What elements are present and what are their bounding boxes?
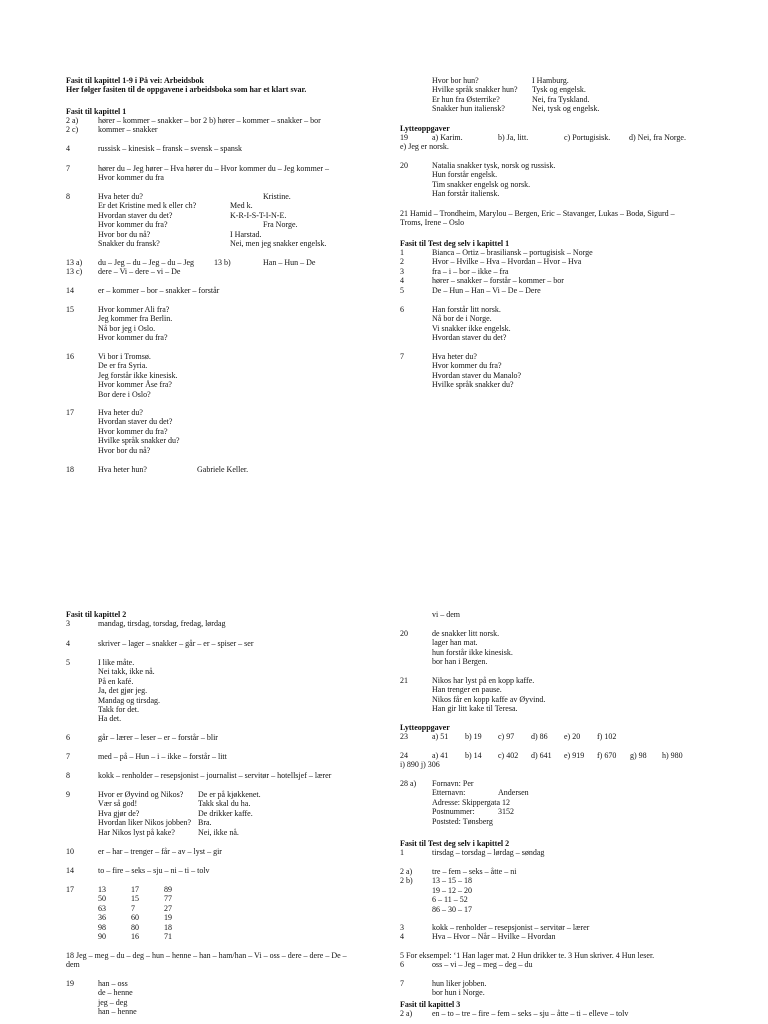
ex-answer: Han – Hun – De bbox=[263, 258, 316, 267]
ex-answer: 86 – 30 – 17 bbox=[432, 904, 472, 914]
exercise-21 bbox=[400, 209, 718, 228]
ex-line: Nikos får en kopp kaffe av Øyvind. bbox=[432, 694, 546, 704]
document-title: Fasit til kapittel 1-9 i På vei: Arbeidsbok bbox=[66, 76, 204, 85]
ex-line: Vi snakker ikke engelsk. bbox=[432, 323, 511, 333]
form-field: Postnummer: bbox=[432, 807, 475, 817]
ex-line: Mandag og tirsdag. bbox=[98, 695, 160, 705]
ex-answer: g) 98 bbox=[630, 751, 647, 760]
ex-answer: c) 402 bbox=[498, 751, 519, 760]
ex-line: 18 Jeg – meg – du – deg – hun – henne – han – ham/han – Vi – oss – dere – dere – De – bbox=[66, 951, 347, 960]
ex-answer: tre – fem – seks – åtte – ni bbox=[432, 867, 517, 876]
ex-answer: med – på – Hun – i – ikke – forstår – litt bbox=[98, 752, 227, 761]
ex-number: 23 bbox=[400, 732, 408, 741]
test-chapter1-heading: Fasit til Test deg selv i kapittel 1 bbox=[400, 239, 510, 248]
test-chapter2-3-4 bbox=[400, 923, 718, 942]
ex-number: 18 bbox=[66, 465, 74, 474]
form-field: Fornavn: Per bbox=[432, 779, 474, 788]
ex-answer: Hvor – Hvilke – Hva – Hvordan – Hvor – Hva bbox=[432, 257, 582, 267]
ex-number: 15 bbox=[66, 305, 74, 314]
ex-line: Nikos har lyst på en kopp kaffe. bbox=[432, 676, 535, 685]
ex-number: 1 bbox=[400, 248, 404, 257]
ex-line: Han forstår italiensk. bbox=[432, 189, 500, 199]
ex-line: Natalia snakker tysk, norsk og russisk. bbox=[432, 161, 556, 170]
ex-line: dem bbox=[66, 960, 80, 970]
exercise-8 bbox=[66, 192, 384, 248]
ex-answer: c) 97 bbox=[498, 732, 515, 741]
ex-line: Hvor bor du nå? bbox=[98, 445, 151, 455]
ex-number: 8 bbox=[66, 771, 70, 780]
test-chapter2-1 bbox=[400, 848, 718, 857]
ex-line: Jeg forstår ikke kinesisk. bbox=[98, 370, 178, 380]
ex-number: 17 bbox=[66, 408, 74, 417]
ex-answer: Hvor kommer du fra bbox=[98, 173, 164, 183]
ex-line: Nå bor jeg i Oslo. bbox=[98, 323, 156, 333]
ex-line: Bor dere i Oslo? bbox=[98, 389, 151, 399]
ex-line: Hvilke språk snakker du? bbox=[98, 436, 180, 446]
ex-number: 10 bbox=[66, 847, 74, 856]
question: Snakker du fransk? bbox=[98, 238, 160, 248]
ex-number: 16 bbox=[66, 352, 74, 361]
ex-answer: De – Hun – Han – Vi – De – Dere bbox=[432, 285, 541, 295]
ex-answer: to – fire – seks – sju – ni – ti – tolv bbox=[98, 866, 210, 875]
ex-answer: a) 51 bbox=[432, 732, 449, 741]
ex-answer: kommer – snakker bbox=[98, 125, 158, 135]
exercise-5 bbox=[66, 658, 384, 724]
ex-line: Hvordan staver du det? bbox=[432, 333, 507, 343]
ex-line: Hun forstår engelsk. bbox=[432, 170, 498, 180]
number-cell: 89 bbox=[164, 885, 172, 894]
ex-answer: hører – snakker – forstår – kommer – bor bbox=[432, 276, 564, 286]
exercise-7 bbox=[66, 164, 384, 183]
answer: Kristine. bbox=[263, 192, 291, 201]
exercise-18-continued bbox=[400, 76, 718, 114]
ex-answer: skriver – lager – snakker – går – er – spiser – ser bbox=[98, 639, 254, 648]
question: Vær så god! bbox=[98, 799, 138, 809]
test-chapter2-5-6 bbox=[400, 951, 718, 970]
question: Hva heter du? bbox=[98, 192, 143, 201]
ex-answer: går – lærer – leser – er – forstår – blir bbox=[98, 733, 218, 742]
ex-number: 13 a) bbox=[66, 258, 83, 267]
question: Har Nikos lyst på kake? bbox=[98, 827, 175, 837]
ex-line: Hvor kommer Ali fra? bbox=[98, 305, 170, 314]
exercise-19-continued bbox=[400, 610, 718, 619]
ex-number: 14 bbox=[66, 286, 74, 295]
exercise-10 bbox=[66, 847, 384, 856]
answer: K-R-I-S-T-I-N-E. bbox=[230, 210, 287, 220]
exercise-15 bbox=[66, 305, 384, 343]
answer: Takk skal du ha. bbox=[198, 799, 251, 809]
ex-answer: oss – vi – Jeg – meg – deg – du bbox=[432, 960, 533, 970]
question: Snakker hun italiensk? bbox=[432, 104, 505, 114]
chapter2-heading: Fasit til kapittel 2 bbox=[66, 610, 127, 619]
number-cell: 80 bbox=[131, 922, 139, 932]
number-cell: 63 bbox=[98, 903, 106, 913]
ex-number: 9 bbox=[66, 790, 70, 799]
exercise-6 bbox=[66, 733, 384, 742]
question: Hvordan staver du det? bbox=[98, 210, 173, 220]
form-field: Etternavn: bbox=[432, 788, 466, 798]
ex-number: 8 bbox=[66, 192, 70, 201]
ex-line: Hvordan staver du det? bbox=[98, 417, 173, 427]
exercise-18 bbox=[66, 951, 384, 970]
ex-answer: dere – Vi – dere – vi – De bbox=[98, 267, 181, 277]
ex-answer: b) 19 bbox=[465, 732, 482, 741]
listening-23 bbox=[400, 732, 718, 741]
answer: Nei, ikke nå. bbox=[198, 827, 239, 837]
question: Hva gjør de? bbox=[98, 808, 140, 818]
exercise-13 bbox=[66, 258, 384, 277]
ex-number: 4 bbox=[400, 276, 404, 286]
ex-line: Hva heter du? bbox=[432, 352, 477, 361]
ex-line: Nei takk, ikke nå. bbox=[98, 667, 155, 677]
ex-line: Hvor kommer du fra? bbox=[432, 361, 502, 371]
ex-answer: d) Nei, fra Norge. bbox=[629, 133, 686, 142]
exercise-17 bbox=[66, 885, 384, 941]
ex-line: Jeg kommer fra Berlin. bbox=[98, 314, 173, 324]
exercise-16 bbox=[66, 352, 384, 399]
answer: De er på kjøkkenet. bbox=[198, 790, 261, 799]
ex-line: De er fra Syria. bbox=[98, 361, 148, 371]
number-cell: 13 bbox=[98, 885, 106, 894]
exercise-14 bbox=[66, 286, 384, 295]
chapter3-exercise-2a bbox=[400, 1009, 718, 1018]
exercise-7 bbox=[66, 752, 384, 761]
exercise-2 bbox=[66, 116, 384, 135]
ex-number: 2 b) bbox=[400, 876, 413, 886]
ex-answer: c) Portugisisk. bbox=[564, 133, 611, 142]
top-right-column bbox=[400, 76, 718, 396]
ex-number: 13 c) bbox=[66, 267, 83, 277]
exercise-4 bbox=[66, 144, 384, 153]
ex-answer: en – to – tre – fire – fem – seks – sju – åtte – ti – elleve – tolv bbox=[432, 1009, 629, 1018]
chapter3-heading: Fasit til kapittel 3 bbox=[400, 1000, 461, 1009]
ex-answer: er – har – trenger – får – av – lyst – gir bbox=[98, 847, 222, 856]
answer: I Hamburg. bbox=[532, 76, 569, 85]
listening-19 bbox=[400, 133, 718, 152]
ex-answer: kokk – renholder – resepsjonist – servitør – lærer bbox=[432, 923, 590, 932]
ex-answer: f) 102 bbox=[597, 732, 617, 741]
number-cell: 60 bbox=[131, 913, 139, 923]
ex-line: Hvor kommer du fra? bbox=[98, 333, 168, 343]
ex-line: Hva heter du? bbox=[98, 408, 143, 417]
ex-number: 7 bbox=[66, 752, 70, 761]
listening-heading: Lytteoppgaver bbox=[400, 124, 450, 133]
ex-number: 14 bbox=[66, 866, 74, 875]
answer: De drikker kaffe. bbox=[198, 808, 253, 818]
ex-line: Vi bor i Tromsø. bbox=[98, 352, 151, 361]
number-cell: 50 bbox=[98, 894, 106, 904]
ex-answer: b) 14 bbox=[465, 751, 482, 760]
ex-line: vi – dem bbox=[432, 610, 460, 619]
ex-answer: hører du – Jeg hører – Hva hører du – Hvor kommer du – Jeg kommer – bbox=[98, 164, 330, 173]
ex-number: 7 bbox=[400, 352, 404, 361]
form-field: Poststed: Tønsberg bbox=[432, 816, 493, 826]
form-value: Andersen bbox=[498, 788, 529, 798]
ex-answer: e) 919 bbox=[564, 751, 585, 760]
ex-line: de snakker litt norsk. bbox=[432, 629, 500, 638]
number-cell: 17 bbox=[131, 885, 139, 894]
ex-line: bor han i Bergen. bbox=[432, 657, 488, 667]
ex-answer: a) 41 bbox=[432, 751, 449, 760]
bottom-left-column bbox=[66, 610, 384, 1020]
ex-number: 19 bbox=[66, 979, 74, 988]
ex-line: de – henne bbox=[98, 988, 133, 998]
ex-answer: d) 641 bbox=[531, 751, 552, 760]
ex-answer: i) 890 j) 306 bbox=[400, 760, 440, 770]
ex-number: 7 bbox=[66, 164, 70, 173]
ex-answer: d) 86 bbox=[531, 732, 548, 741]
bottom-right-column bbox=[400, 610, 718, 1022]
answer: Fra Norge. bbox=[263, 220, 298, 230]
question: Hvordan liker Nikos jobben? bbox=[98, 818, 192, 828]
number-cell: 15 bbox=[131, 894, 139, 904]
ex-number: 21 bbox=[400, 676, 408, 685]
exercise-19 bbox=[66, 979, 384, 1017]
ex-line: Tim snakker engelsk og norsk. bbox=[432, 179, 531, 189]
ex-line: Hvor kommer du fra? bbox=[98, 426, 168, 436]
listening-heading: Lytteoppgaver bbox=[400, 723, 450, 732]
ex-line: Hvor kommer Åse fra? bbox=[98, 380, 172, 390]
ex-line: hun liker jobben. bbox=[432, 979, 487, 988]
number-cell: 71 bbox=[164, 931, 172, 941]
ex-number: 20 bbox=[400, 161, 408, 170]
ex-line: lager han mat. bbox=[432, 638, 478, 648]
answer: I Harstad. bbox=[230, 229, 262, 239]
ex-answer: Hva – Hvor – Når – Hvilke – Hvordan bbox=[432, 932, 556, 942]
number-cell: 18 bbox=[164, 922, 172, 932]
ex-number: 6 bbox=[400, 960, 404, 970]
ex-answer: a) Karim. bbox=[432, 133, 463, 142]
ex-number: 1 bbox=[400, 848, 404, 857]
ex-answer: hører – kommer – snakker – bor 2 b) hører – kommer – snakker – bor bbox=[98, 116, 321, 125]
ex-answer: mandag, tirsdag, torsdag, fredag, lørdag bbox=[98, 619, 226, 628]
exercise-9 bbox=[66, 790, 384, 837]
ex-line: Ja, det gjør jeg. bbox=[98, 686, 148, 696]
form-value: 3152 bbox=[498, 807, 514, 817]
exercise-17 bbox=[66, 408, 384, 455]
ex-number: 28 a) bbox=[400, 779, 417, 788]
ex-answer: Bianca – Ortiz – brasiliansk – portugisisk – Norge bbox=[432, 248, 593, 257]
exercise-8 bbox=[66, 771, 384, 780]
ex-line: han – henne bbox=[98, 1007, 137, 1017]
test-chapter2-2 bbox=[400, 867, 718, 914]
top-left-column bbox=[66, 76, 384, 486]
ex-answer: du – Jeg – du – Jeg – du – Jeg bbox=[98, 258, 194, 267]
answer: Med k. bbox=[230, 201, 253, 211]
ex-number: 2 bbox=[400, 257, 404, 267]
ex-number: 3 bbox=[66, 619, 70, 628]
test-chapter1-1-5 bbox=[400, 248, 718, 295]
ex-line: I like måte. bbox=[98, 658, 135, 667]
ex-line: jeg – deg bbox=[98, 997, 128, 1007]
ex-line: bor hun i Norge. bbox=[432, 988, 485, 998]
ex-line: Han gir litt kake til Teresa. bbox=[432, 704, 518, 714]
test-chapter1-7 bbox=[400, 352, 718, 390]
answer: Gabriele Keller. bbox=[197, 465, 249, 474]
ex-line: 5 For eksempel: ‘1 Han lager mat. 2 Hun drikker te. 3 Hun skriver. 4 Hun leser. bbox=[400, 951, 655, 960]
ex-line: Nå bor de i Norge. bbox=[432, 314, 492, 324]
chapter1-heading: Fasit til kapittel 1 bbox=[66, 107, 127, 116]
ex-line: Han trenger en pause. bbox=[432, 685, 502, 695]
test-chapter1-6 bbox=[400, 305, 718, 343]
answer: Bra. bbox=[198, 818, 212, 828]
ex-line: han – oss bbox=[98, 979, 128, 988]
ex-number: 17 bbox=[66, 885, 74, 894]
ex-number: 7 bbox=[400, 979, 404, 988]
ex-line: På en kafé. bbox=[98, 676, 134, 686]
test-chapter2-heading: Fasit til Test deg selv i kapittel 2 bbox=[400, 839, 510, 848]
ex-line: Ha det. bbox=[98, 714, 122, 724]
ex-answer: b) Ja, litt. bbox=[498, 133, 529, 142]
listening-28 bbox=[400, 779, 718, 826]
ex-line: 21 Hamid – Trondheim, Marylou – Bergen, Eric – Stavanger, Lukas – Bodø, Sigurd – bbox=[400, 209, 675, 218]
exercise-14 bbox=[66, 866, 384, 875]
ex-number: 3 bbox=[400, 923, 404, 932]
question: Er det Kristine med k eller ch? bbox=[98, 201, 197, 211]
document-subtitle: Her følger fasiten til de oppgavene i arbeidsboka som har et klart svar. bbox=[66, 85, 307, 95]
ex-number: 5 bbox=[400, 285, 404, 295]
ex-number: 2 a) bbox=[400, 1009, 413, 1018]
ex-number: 20 bbox=[400, 629, 408, 638]
ex-line: hun forstår ikke kinesisk. bbox=[432, 647, 513, 657]
ex-answer: 13 – 15 – 18 bbox=[432, 876, 472, 886]
exercise-18 bbox=[66, 465, 384, 474]
number-cell: 77 bbox=[164, 894, 172, 904]
ex-answer: russisk – kinesisk – fransk – svensk – spansk bbox=[98, 144, 242, 153]
question: Hvilke språk snakker hun? bbox=[432, 85, 518, 95]
ex-answer: tirsdag – torsdag – lørdag – søndag bbox=[432, 848, 545, 857]
ex-line: Troms, Irene – Oslo bbox=[400, 218, 465, 228]
question: Hva heter hun? bbox=[98, 465, 147, 474]
question: Hvor er Øyvind og Nikos? bbox=[98, 790, 184, 799]
ex-answer: e) Jeg er norsk. bbox=[400, 142, 449, 152]
answer: Nei, men jeg snakker engelsk. bbox=[230, 238, 327, 248]
number-cell: 19 bbox=[164, 913, 172, 923]
ex-answer: 19 – 12 – 20 bbox=[432, 885, 472, 895]
exercise-21 bbox=[400, 676, 718, 714]
ex-line: Hvordan staver du Manalo? bbox=[432, 370, 522, 380]
ex-answer: fra – i – bor – ikke – fra bbox=[432, 266, 509, 276]
number-cell: 16 bbox=[131, 931, 139, 941]
number-cell: 90 bbox=[98, 931, 106, 941]
number-cell: 27 bbox=[164, 903, 172, 913]
exercise-20 bbox=[400, 629, 718, 667]
exercise-4 bbox=[66, 639, 384, 648]
ex-line: Hvilke språk snakker du? bbox=[432, 380, 514, 390]
number-cell: 36 bbox=[98, 913, 106, 923]
test-chapter2-7 bbox=[400, 979, 718, 998]
ex-number: 6 bbox=[400, 305, 404, 314]
question: Hvor bor du nå? bbox=[98, 229, 151, 239]
exercise-3 bbox=[66, 619, 384, 628]
ex-number: 2 a) bbox=[66, 116, 79, 125]
number-cell: 98 bbox=[98, 922, 106, 932]
ex-line: Takk for det. bbox=[98, 704, 139, 714]
ex-number: 4 bbox=[66, 639, 70, 648]
answer: Nei, tysk og engelsk. bbox=[532, 104, 600, 114]
listening-24 bbox=[400, 751, 718, 770]
answer: Nei, fra Tyskland. bbox=[532, 94, 590, 104]
ex-number: 6 bbox=[66, 733, 70, 742]
question: Er hun fra Østerrike? bbox=[432, 94, 500, 104]
ex-answer: 6 – 11 – 52 bbox=[432, 895, 468, 905]
answer: Tysk og engelsk. bbox=[532, 85, 586, 95]
ex-answer: e) 20 bbox=[564, 732, 581, 741]
ex-answer: f) 670 bbox=[597, 751, 617, 760]
number-cell: 7 bbox=[131, 903, 135, 913]
form-field: Adresse: Skippergata 12 bbox=[432, 797, 511, 807]
ex-number: 24 bbox=[400, 751, 408, 760]
question: Hvor kommer du fra? bbox=[98, 220, 168, 230]
ex-answer: er – kommer – bor – snakker – forstår bbox=[98, 286, 220, 295]
ex-answer: kokk – renholder – resepsjonist – journalist – servitør – hotellsjef – lærer bbox=[98, 771, 332, 780]
ex-number: 2 c) bbox=[66, 125, 79, 135]
ex-number: 2 a) bbox=[400, 867, 413, 876]
ex-answer: h) 980 bbox=[662, 751, 683, 760]
ex-number: 5 bbox=[66, 658, 70, 667]
question: Hvor bor hun? bbox=[432, 76, 479, 85]
exercise-20 bbox=[400, 161, 718, 199]
ex-number: 4 bbox=[66, 144, 70, 153]
ex-number: 3 bbox=[400, 266, 404, 276]
ex-line: Han forstår litt norsk. bbox=[432, 305, 501, 314]
ex-number: 13 b) bbox=[214, 258, 231, 267]
ex-number: 4 bbox=[400, 932, 404, 942]
ex-number: 19 bbox=[400, 133, 408, 142]
